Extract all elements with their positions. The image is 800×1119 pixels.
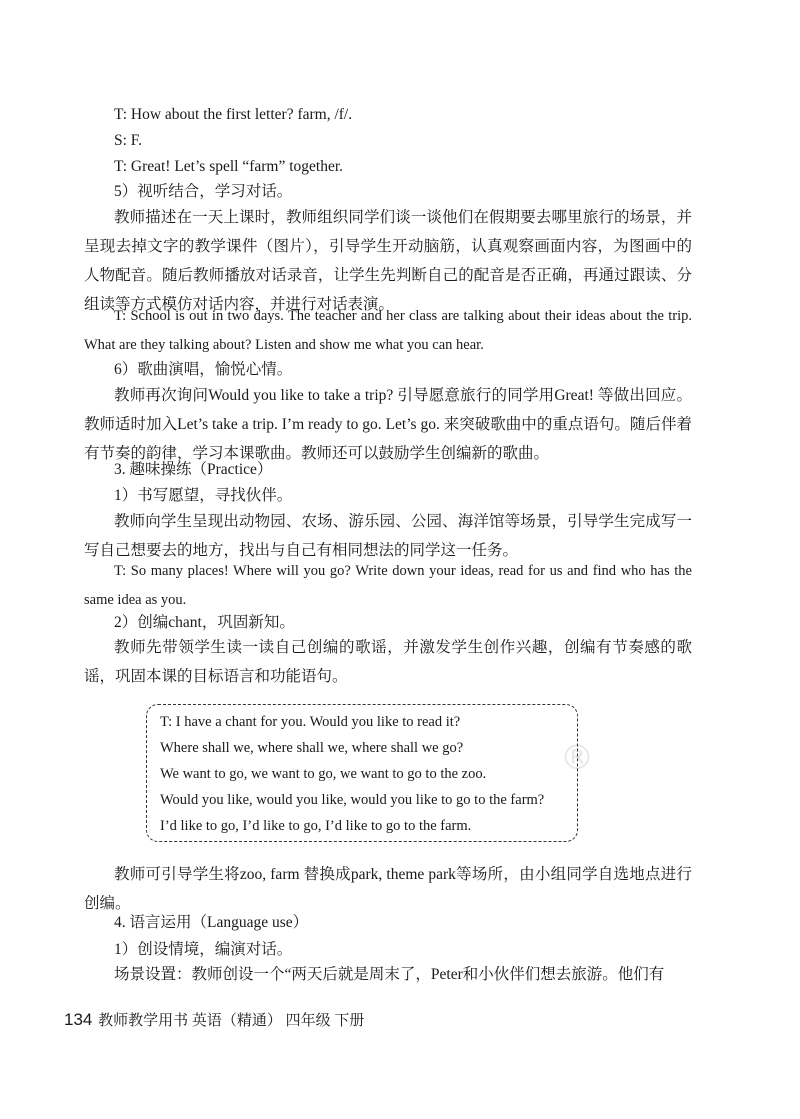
page-footer	[64, 1010, 364, 1031]
dialogue-many-places: T: So many places! Where will you go? Write down your ideas, read for us and find who has the same idea as you.	[84, 563, 692, 608]
chant-line-1: T: I have a chant for you. Would you like to read it?	[160, 714, 461, 730]
step-heading-practice-1: 1）书写愿望，寻找伙伴。	[114, 487, 293, 504]
dialogue-line-t-great: T: Great! Let’s spell “farm” together.	[114, 158, 344, 175]
section-heading-practice: 3. 趣味操练（Practice）	[114, 461, 273, 478]
paragraph-song: 教师再次询问Would you like to take a trip? 引导愿意旅行的同学用Great! 等做出回应。教师适时加入Let’s take a trip. I’m ready to go. Let’s go. 来突破歌曲中的重点语句。随后伴着有节奏的韵律，学习本课歌曲。教师还可以鼓励学生创编新的歌曲。	[84, 387, 692, 462]
step-heading-language-1: 1）创设情境，编演对话。	[114, 941, 293, 958]
paragraph-listening-description: 教师描述在一天上课时，教师组织同学们谈一谈他们在假期要去哪里旅行的场景，并呈现去掉文字的教学课件（图片），引导学生开动脑筋，认真观察画面内容，为图画中的人物配音。随后教师播放对话录音，让学生先判断自己的配音是否正确，再通过跟读、分组读等方式模仿对话内容，并进行对话表演。	[84, 209, 692, 313]
page-number: 134	[64, 1010, 93, 1029]
step-heading-practice-2: 2）创编chant，巩固新知。	[114, 614, 295, 631]
paragraph-replace-places: 教师可引导学生将zoo, farm 替换成park, theme park等场所，由小组同学自选地点进行创编。	[84, 866, 692, 912]
chant-line-4: Would you like, would you like, would you like to go to the farm?	[160, 792, 545, 808]
paragraph-places: 教师向学生呈现出动物园、农场、游乐园、公园、海洋馆等场景，引导学生完成写一写自己想要去的地方，找出与自己有相同想法的同学这一任务。	[84, 513, 692, 559]
chant-line-2: Where shall we, where shall we, where shall we go?	[160, 740, 464, 756]
paragraph-chant-intro: 教师先带领学生读一读自己创编的歌谣，并激发学生创作兴趣，创编有节奏感的歌谣，巩固本课的目标语言和功能语句。	[84, 639, 692, 685]
book-title: 教师教学用书 英语（精通） 四年级 下册	[98, 1013, 365, 1029]
dialogue-line-t-first-letter: T: How about the first letter? farm, /f/.	[114, 106, 353, 123]
paragraph-scene-setting: 场景设置：教师创设一个“两天后就是周末了，Peter和小伙伴们想去旅游。他们有	[114, 966, 665, 983]
step-heading-6: 6）歌曲演唱，愉悦心情。	[114, 361, 293, 378]
step-heading-5: 5）视听结合，学习对话。	[114, 183, 293, 200]
dialogue-line-s-f: S: F.	[114, 132, 143, 149]
section-heading-language-use: 4. 语言运用（Language use）	[114, 914, 309, 931]
registered-watermark: ®	[560, 738, 594, 778]
chant-line-5: I’d like to go, I’d like to go, I’d like to go to the farm.	[160, 818, 472, 834]
dialogue-school-out: T: School is out in two days. The teacher and her class are talking about their ideas about the trip. What are they talking about? Listen and show me what you can hear.	[84, 308, 692, 353]
chant-line-3: We want to go, we want to go, we want to go to the zoo.	[160, 766, 487, 782]
